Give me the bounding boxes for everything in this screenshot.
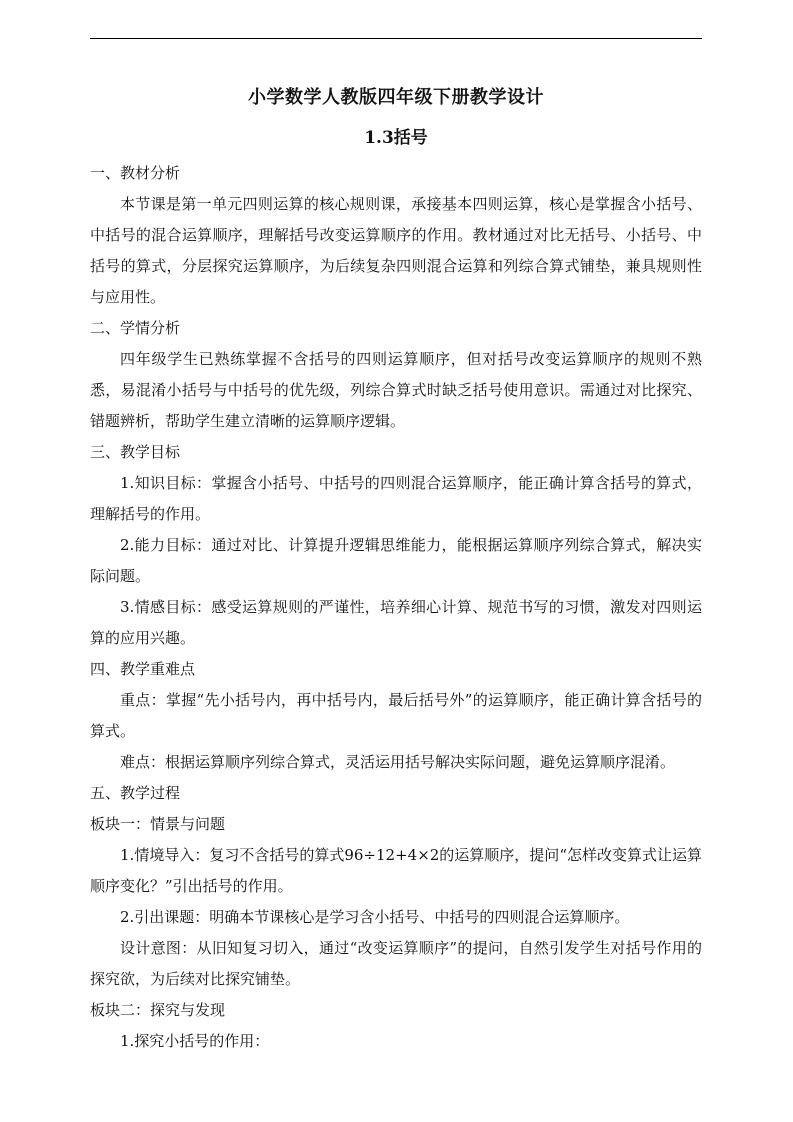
paragraph: 3.情感目标：感受运算规则的严谨性，培养细心计算、规范书写的习惯，激发对四则运算的应用兴趣。 (90, 598, 702, 647)
block-explore-discover (90, 995, 702, 1057)
section-heading: 一、教材分析 (90, 164, 181, 182)
paragraph: 2.引出课题：明确本节课核心是学习含小括号、中括号的四则混合运算顺序。 (120, 908, 630, 926)
section-student-analysis (90, 313, 702, 437)
document-subtitle: 1.3括号 (364, 128, 428, 148)
paragraph: 难点：根据运算顺序列综合算式，灵活运用括号解决实际问题，避免运算顺序混淆。 (120, 753, 676, 771)
paragraph: 重点：掌握“先小括号内，再中括号内，最后括号外”的运算顺序，能正确计算含括号的算式。 (90, 691, 702, 740)
paragraph: 1.情境导入：复习不含括号的算式96÷12+4×2的运算顺序，提问“怎样改变算式让运算顺序变化？”引出括号的作用。 (90, 846, 702, 895)
block-heading: 板块二：探究与发现 (90, 1001, 226, 1019)
paragraph: 设计意图：从旧知复习切入，通过“改变运算顺序”的提问，自然引发学生对括号作用的探究欲，为后续对比探究铺垫。 (90, 939, 702, 988)
paragraph: 2.能力目标：通过对比、计算提升逻辑思维能力，能根据运算顺序列综合算式，解决实际问题。 (90, 536, 702, 585)
block-heading: 板块一：情景与问题 (90, 815, 226, 833)
section-teaching-process (90, 778, 702, 809)
paragraph: 本节课是第一单元四则运算的核心规则课，承接基本四则运算，核心是掌握含小括号、中括号的混合运算顺序，理解括号改变运算顺序的作用。教材通过对比无括号、小括号、中括号的算式，分层探究运算顺序，为后续复杂四则混合运算和列综合算式铺垫，兼具规则性与应用性。 (90, 195, 702, 306)
document-title: 小学数学人教版四年级下册教学设计 (248, 87, 544, 108)
header-rule (90, 38, 702, 39)
document-body (90, 84, 702, 1057)
section-textbook-analysis (90, 158, 702, 313)
section-heading: 五、教学过程 (90, 784, 181, 802)
block-situation-question (90, 809, 702, 995)
section-teaching-goals (90, 437, 702, 654)
paragraph: 1.探究小括号的作用： (120, 1032, 270, 1050)
section-heading: 三、教学目标 (90, 443, 181, 461)
section-heading: 四、教学重难点 (90, 660, 196, 678)
paragraph: 四年级学生已熟练掌握不含括号的四则运算顺序，但对括号改变运算顺序的规则不熟悉，易混淆小括号与中括号的优先级，列综合算式时缺乏括号使用意识。需通过对比探究、错题辨析，帮助学生建立清晰的运算顺序逻辑。 (90, 350, 702, 430)
paragraph: 1.知识目标：掌握含小括号、中括号的四则混合运算顺序，能正确计算含括号的算式，理解括号的作用。 (90, 474, 702, 523)
section-key-points (90, 654, 702, 778)
section-heading: 二、学情分析 (90, 319, 181, 337)
